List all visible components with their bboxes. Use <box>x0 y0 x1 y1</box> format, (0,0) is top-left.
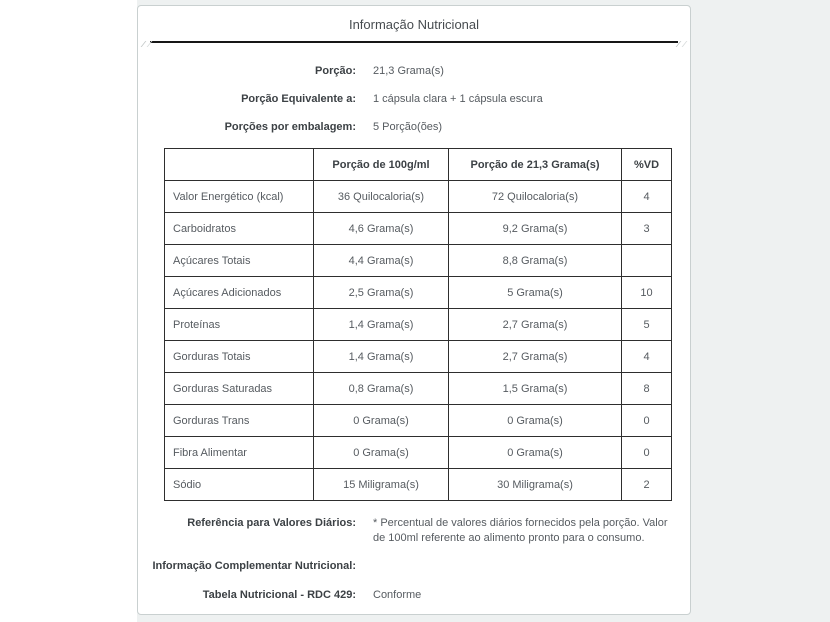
complementary-info-label: Informação Complementar Nutricional: <box>152 560 356 572</box>
nutrient-per-100: 36 Quilocaloria(s) <box>314 181 449 213</box>
nutrient-per-100: 0 Grama(s) <box>314 405 449 437</box>
nutrient-name: Açúcares Adicionados <box>165 277 314 309</box>
header-per-serving: Porção de 21,3 Grama(s) <box>449 149 622 181</box>
header-empty-cell <box>165 149 314 181</box>
nutrient-vd: 4 <box>622 181 672 213</box>
table-row <box>165 469 672 501</box>
nutrient-per-serving: 0 Grama(s) <box>449 437 622 469</box>
portion-label: Porção: <box>315 65 356 77</box>
nutrient-per-100: 0 Grama(s) <box>314 437 449 469</box>
header-vd-percent: %VD <box>622 149 672 181</box>
table-row <box>165 213 672 245</box>
nutrient-vd: 4 <box>622 341 672 373</box>
table-row <box>165 277 672 309</box>
summary-row-equivalent <box>138 85 690 113</box>
complementary-info-row <box>138 559 690 573</box>
nutrient-per-100: 1,4 Grama(s) <box>314 309 449 341</box>
nutrient-per-100: 2,5 Grama(s) <box>314 277 449 309</box>
nutrient-vd: 3 <box>622 213 672 245</box>
daily-values-reference-row <box>138 516 690 546</box>
portions-per-package-label: Porções por embalagem: <box>224 121 356 133</box>
nutrient-name: Gorduras Saturadas <box>165 373 314 405</box>
nutrient-per-serving: 0 Grama(s) <box>449 405 622 437</box>
page-title: Informação Nutricional <box>348 17 480 32</box>
portions-per-package-value: 5 Porção(ões) <box>373 120 443 133</box>
portion-value: 21,3 Grama(s) <box>373 64 444 77</box>
nutrient-name: Valor Energético (kcal) <box>165 181 314 213</box>
portion-equivalent-label: Porção Equivalente a: <box>241 93 356 105</box>
nutrient-per-serving: 2,7 Grama(s) <box>449 341 622 373</box>
header-per-100g: Porção de 100g/ml <box>314 149 449 181</box>
table-row <box>165 405 672 437</box>
nutrient-vd: 8 <box>622 373 672 405</box>
nutrition-table <box>164 148 672 501</box>
table-row <box>165 437 672 469</box>
nutrient-name: Gorduras Totais <box>165 341 314 373</box>
table-row <box>165 341 672 373</box>
nutrient-per-serving: 9,2 Grama(s) <box>449 213 622 245</box>
table-row <box>165 181 672 213</box>
table-row <box>165 245 672 277</box>
rdc-429-value: Conforme <box>373 589 422 601</box>
nutrient-vd <box>622 245 672 277</box>
rdc-429-row <box>138 588 690 603</box>
summary-row-portion <box>138 57 690 85</box>
nutrient-name: Proteínas <box>165 309 314 341</box>
rdc-429-label: Tabela Nutricional - RDC 429: <box>202 589 356 601</box>
nutrient-name: Fibra Alimentar <box>165 437 314 469</box>
nutrient-per-serving: 30 Miligrama(s) <box>449 469 622 501</box>
nutrient-name: Açúcares Totais <box>165 245 314 277</box>
nutrient-vd: 2 <box>622 469 672 501</box>
portion-equivalent-value: 1 cápsula clara + 1 cápsula escura <box>373 92 543 105</box>
nutrient-per-serving: 8,8 Grama(s) <box>449 245 622 277</box>
nutrient-per-100: 4,6 Grama(s) <box>314 213 449 245</box>
nutrient-name: Gorduras Trans <box>165 405 314 437</box>
nutrient-per-100: 4,4 Grama(s) <box>314 245 449 277</box>
table-row <box>165 373 672 405</box>
nutrient-vd: 10 <box>622 277 672 309</box>
nutrient-name: Carboidratos <box>165 213 314 245</box>
serving-summary <box>138 57 690 141</box>
nutrient-per-100: 15 Miligrama(s) <box>314 469 449 501</box>
nutrient-vd: 0 <box>622 405 672 437</box>
nutrient-per-serving: 1,5 Grama(s) <box>449 373 622 405</box>
nutrient-per-serving: 72 Quilocaloria(s) <box>449 181 622 213</box>
table-row <box>165 309 672 341</box>
nutrient-per-serving: 2,7 Grama(s) <box>449 309 622 341</box>
daily-values-reference-value: * Percentual de valores diários fornecidos pela porção. Valor de 100ml referente ao alimento pronto para o consumo. <box>373 517 668 544</box>
table-header-row <box>165 149 672 181</box>
nutrient-per-serving: 5 Grama(s) <box>449 277 622 309</box>
nutrient-vd: 5 <box>622 309 672 341</box>
nutrient-vd: 0 <box>622 437 672 469</box>
nutrient-name: Sódio <box>165 469 314 501</box>
title-divider <box>150 41 678 43</box>
footer-notes <box>138 516 690 603</box>
nutrition-info-card <box>137 5 691 615</box>
nutrient-per-100: 1,4 Grama(s) <box>314 341 449 373</box>
daily-values-reference-label: Referência para Valores Diários: <box>187 517 356 529</box>
summary-row-per-package <box>138 113 690 141</box>
nutrient-per-100: 0,8 Grama(s) <box>314 373 449 405</box>
